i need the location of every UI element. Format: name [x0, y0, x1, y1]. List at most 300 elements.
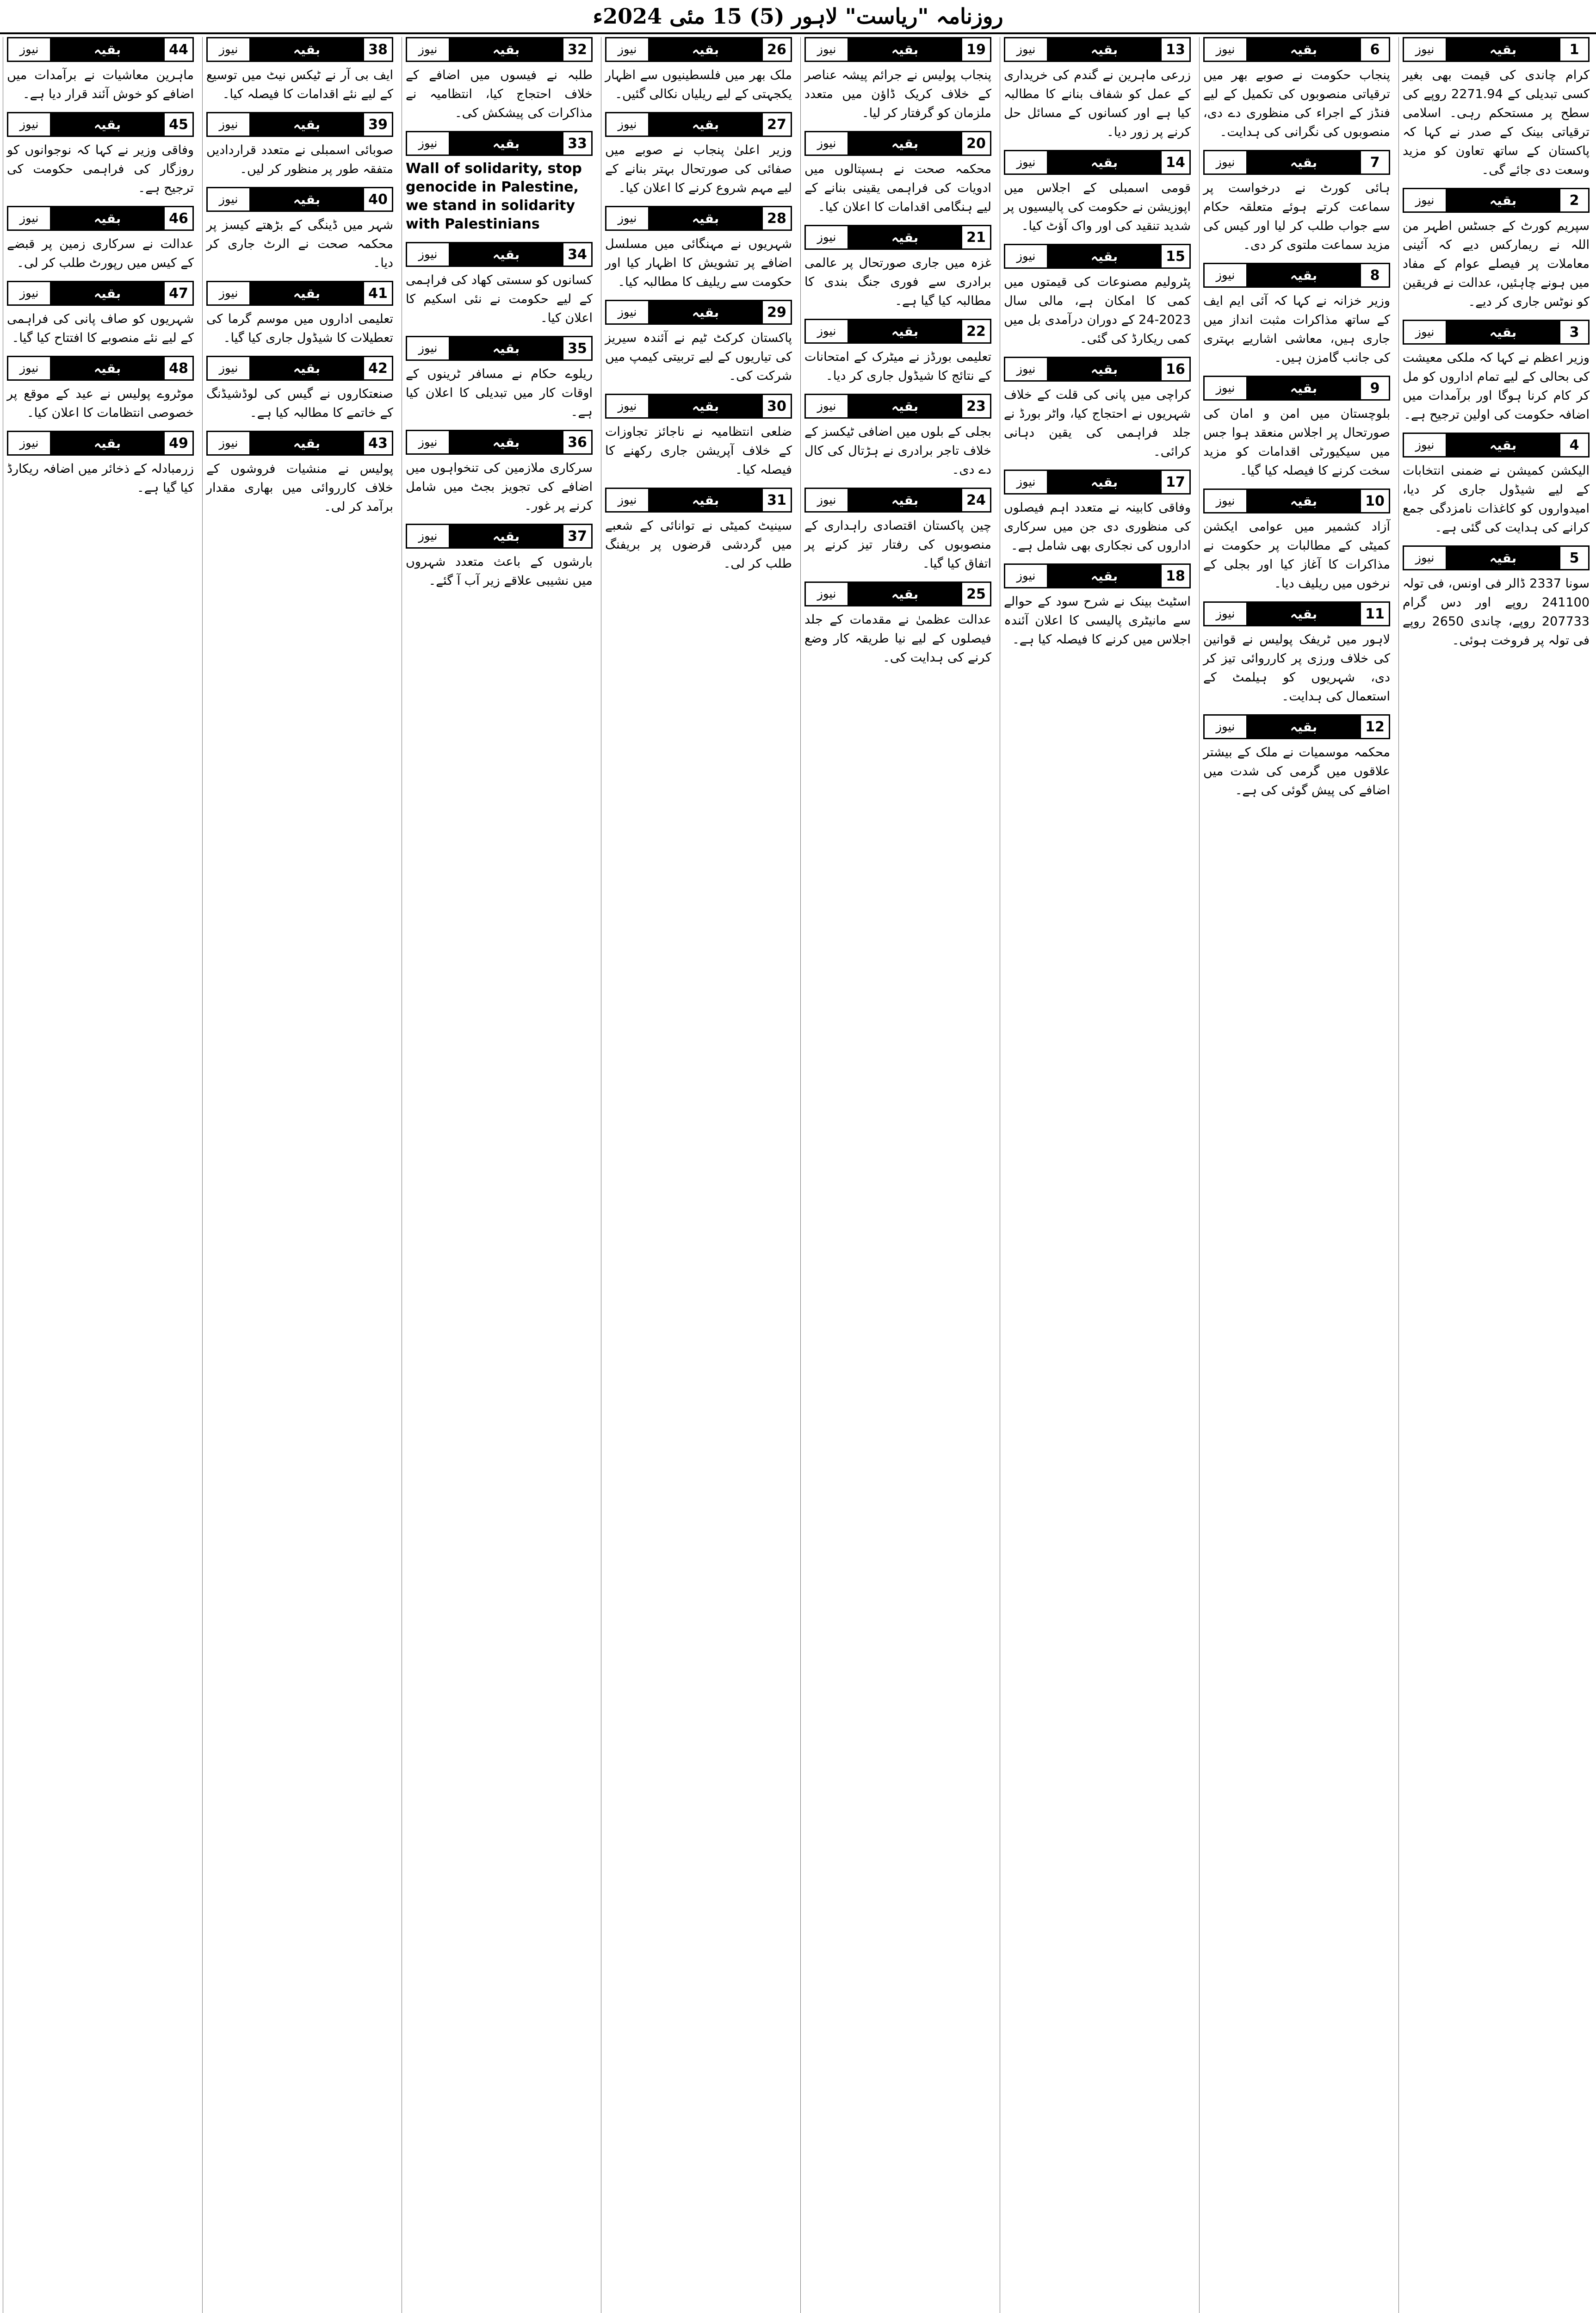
item-text: وزیر اعلیٰ پنجاب نے صوبے میں صفائی کی صورتحال بہتر بنانے کے لیے مہم شروع کرنے کا اعلان کیا۔: [605, 143, 792, 195]
item-number: 6: [1360, 38, 1389, 61]
item-tag: نیوز: [606, 38, 650, 61]
item-label: بقیہ: [1048, 245, 1160, 267]
item-tag: نیوز: [1404, 321, 1447, 343]
item-header: [1004, 244, 1191, 269]
item-label: بقیہ: [51, 282, 163, 304]
item-header: [804, 37, 991, 62]
item-text: کسانوں کو سستی کھاد کی فراہمی کے لیے حکومت نے نئی اسکیم کا اعلان کیا۔: [406, 273, 593, 325]
item-number: 48: [163, 357, 192, 379]
item-tag: نیوز: [8, 113, 51, 136]
item-tag: نیوز: [806, 583, 849, 605]
item-tag: نیوز: [407, 243, 450, 266]
item-tag: نیوز: [606, 301, 650, 323]
item-number: 3: [1559, 321, 1588, 343]
item-text: قومی اسمبلی کے اجلاس میں اپوزیشن نے حکومت کی پالیسیوں پر شدید تنقید کی اور واک آؤٹ کیا۔: [1004, 181, 1191, 233]
item-tag: نیوز: [1005, 358, 1048, 380]
item-tag: نیوز: [407, 38, 450, 61]
item-label: بقیہ: [650, 113, 761, 136]
item-header: [804, 488, 991, 513]
item-tag: نیوز: [1205, 38, 1248, 61]
item-tag: نیوز: [208, 282, 251, 304]
item-text: زرعی ماہرین نے گندم کی خریداری کے عمل کو شفاف بنانے کا مطالبہ کیا ہے اور کسانوں کے مسائل حل کرنے پر زور دیا۔: [1004, 68, 1191, 139]
item-number: 30: [761, 395, 791, 417]
item-text: کرام چاندی کی قیمت بھی بغیر کسی تبدیلی کے 2271.94 روپے کی سطح پر مستحکم رہی۔ اسلامی ترقیاتی بینک کے صدر نے کہا کہ پاکستان کے ساتھ تعاون کو مزید وسعت دی جائے گی۔: [1403, 68, 1590, 177]
item-header: [1004, 37, 1191, 62]
item-label: بقیہ: [650, 395, 761, 417]
item-header: [7, 431, 194, 456]
item-number: 26: [761, 38, 791, 61]
news-item: [804, 37, 991, 123]
item-label: بقیہ: [251, 357, 363, 379]
item-tag: نیوز: [1404, 38, 1447, 61]
news-item: [605, 300, 792, 385]
item-text: چین پاکستان اقتصادی راہداری کے منصوبوں کی رفتار تیز کرنے پر اتفاق کیا گیا۔: [804, 519, 991, 571]
item-header: [7, 112, 194, 137]
item-label: بقیہ: [251, 432, 363, 454]
item-number: 46: [163, 207, 192, 229]
item-number: 32: [562, 38, 591, 61]
item-tag: نیوز: [208, 38, 251, 61]
item-number: 15: [1160, 245, 1189, 267]
item-label: بقیہ: [1048, 358, 1160, 380]
item-tag: نیوز: [1404, 547, 1447, 569]
item-header: [1203, 37, 1390, 62]
item-label: بقیہ: [1447, 434, 1559, 456]
item-number: 7: [1360, 151, 1389, 173]
news-item: [206, 431, 393, 516]
item-tag: نیوز: [606, 207, 650, 229]
item-label: بقیہ: [251, 282, 363, 304]
item-label: بقیہ: [450, 38, 562, 61]
news-column: [1000, 37, 1194, 2313]
item-text: پٹرولیم مصنوعات کی قیمتوں میں کمی کا امکان ہے، مالی سال 2023-24 کے دوران درآمدی بل میں کمی ریکارڈ کی گئی۔: [1004, 275, 1191, 346]
item-label: بقیہ: [1248, 603, 1360, 625]
item-number: 1: [1559, 38, 1588, 61]
item-text: شہر میں ڈینگی کے بڑھتے کیسز پر محکمہ صحت نے الرٹ جاری کر دیا۔: [206, 218, 393, 270]
item-number: 49: [163, 432, 192, 454]
news-item: [605, 394, 792, 479]
item-number: 10: [1360, 490, 1389, 512]
item-header: [406, 37, 593, 62]
masthead-title: روزنامہ "ریاست" لاہور (5) 15 مئی 2024ء: [0, 0, 1596, 34]
news-item: [406, 336, 593, 421]
news-item: [206, 37, 393, 104]
item-number: 19: [961, 38, 990, 61]
item-tag: نیوز: [606, 395, 650, 417]
item-tag: نیوز: [1205, 377, 1248, 399]
item-label: بقیہ: [450, 132, 562, 155]
item-text: پنجاب پولیس نے جرائم پیشہ عناصر کے خلاف کریک ڈاؤن میں متعدد ملزمان کو گرفتار کر لیا۔: [804, 68, 991, 120]
item-text: عدالت عظمیٰ نے مقدمات کے جلد فیصلوں کے لیے نیا طریقہ کار وضع کرنے کی ہدایت کی۔: [804, 612, 991, 665]
news-item: [1004, 470, 1191, 555]
item-tag: نیوز: [8, 282, 51, 304]
item-text: ایف بی آر نے ٹیکس نیٹ میں توسیع کے لیے نئے اقدامات کا فیصلہ کیا۔: [206, 68, 393, 101]
news-item: [1203, 263, 1390, 367]
news-item: [1203, 376, 1390, 480]
item-text: محکمہ صحت نے ہسپتالوں میں ادویات کی فراہمی یقینی بنانے کے لیے ہنگامی اقدامات کا اعلان کیا۔: [804, 162, 991, 214]
item-label: بقیہ: [51, 432, 163, 454]
item-header: [1403, 320, 1590, 345]
news-item: [1004, 150, 1191, 235]
item-tag: نیوز: [606, 489, 650, 511]
item-header: [7, 356, 194, 381]
item-header: [1203, 263, 1390, 288]
item-label: بقیہ: [849, 489, 961, 511]
item-tag: نیوز: [1005, 565, 1048, 587]
item-number: 13: [1160, 38, 1189, 61]
item-number: 11: [1360, 603, 1389, 625]
item-number: 17: [1160, 471, 1189, 493]
item-label: بقیہ: [1248, 490, 1360, 512]
item-header: [206, 37, 393, 62]
item-label: بقیہ: [1048, 565, 1160, 587]
news-item: [7, 281, 194, 347]
news-item: [605, 488, 792, 573]
item-header: [804, 394, 991, 419]
item-number: 2: [1559, 189, 1588, 211]
item-text: بلوچستان میں امن و امان کی صورتحال پر اجلاس منعقد ہوا جس میں سیکیورٹی اقدامات کو مزید سخت کرنے کا فیصلہ کیا گیا۔: [1203, 407, 1390, 478]
item-tag: نیوز: [8, 432, 51, 454]
item-number: 29: [761, 301, 791, 323]
item-text: ہائی کورٹ نے درخواست پر سماعت کرتے ہوئے متعلقہ حکام سے جواب طلب کر لیا اور کیس کی مزید سماعت ملتوی کر دی۔: [1203, 181, 1390, 252]
item-header: [1004, 563, 1191, 588]
item-text: پولیس نے منشیات فروشوں کے خلاف کارروائی میں بھاری مقدار برآمد کر لی۔: [206, 462, 393, 514]
item-label: بقیہ: [1248, 38, 1360, 61]
news-column: [1398, 37, 1593, 2313]
item-header: [406, 430, 593, 455]
item-header: [605, 394, 792, 419]
item-header: [406, 524, 593, 549]
item-label: بقیہ: [1048, 471, 1160, 493]
item-label: بقیہ: [650, 489, 761, 511]
news-item: [406, 430, 593, 515]
news-item: [406, 242, 593, 328]
item-text: بجلی کے بلوں میں اضافی ٹیکسز کے خلاف تاجر برادری نے ہڑتال کی کال دے دی۔: [804, 425, 991, 477]
news-item: [804, 131, 991, 216]
item-number: 45: [163, 113, 192, 136]
item-tag: نیوز: [1404, 434, 1447, 456]
news-column: [601, 37, 796, 2313]
news-item: [406, 37, 593, 123]
item-tag: نیوز: [806, 38, 849, 61]
item-header: [406, 336, 593, 361]
item-label: بقیہ: [849, 583, 961, 605]
item-label: بقیہ: [650, 207, 761, 229]
item-header: [605, 206, 792, 231]
item-tag: نیوز: [208, 432, 251, 454]
news-item: [7, 356, 194, 422]
item-label: بقیہ: [1447, 189, 1559, 211]
item-tag: نیوز: [606, 113, 650, 136]
item-tag: نیوز: [1205, 716, 1248, 738]
item-text: عدالت نے سرکاری زمین پر قبضے کے کیس میں رپورٹ طلب کر لی۔: [7, 237, 194, 270]
item-label: بقیہ: [1248, 377, 1360, 399]
item-number: 36: [562, 431, 591, 453]
item-label: بقیہ: [849, 320, 961, 342]
item-label: بقیہ: [849, 226, 961, 248]
item-text: صوبائی اسمبلی نے متعدد قراردادیں متفقہ طور پر منظور کر لیں۔: [206, 143, 393, 176]
item-tag: نیوز: [806, 395, 849, 417]
item-text: سونا 2337 ڈالر فی اونس، فی تولہ 241100 روپے اور دس گرام 207733 روپے، چاندی 2650 روپے فی تولہ پر فروخت ہوئی۔: [1403, 576, 1590, 648]
item-label: بقیہ: [251, 113, 363, 136]
item-header: [1203, 714, 1390, 739]
item-text: ملک بھر میں فلسطینیوں سے اظہار یکجہتی کے لیے ریلیاں نکالی گئیں۔: [605, 68, 792, 101]
item-label: بقیہ: [251, 188, 363, 210]
item-header: [1403, 545, 1590, 570]
news-column: [202, 37, 397, 2313]
item-label: بقیہ: [1048, 151, 1160, 173]
item-number: 31: [761, 489, 791, 511]
item-number: 38: [363, 38, 392, 61]
item-number: 18: [1160, 565, 1189, 587]
item-text: تعلیمی بورڈز نے میٹرک کے امتحانات کے نتائج کا شیڈول جاری کر دیا۔: [804, 350, 991, 383]
item-number: 40: [363, 188, 392, 210]
item-header: [605, 37, 792, 62]
item-header: [7, 37, 194, 62]
item-text: Wall of solidarity, stop genocide in Palestine, we stand in solidarity with Palestinians: [406, 161, 582, 232]
item-tag: نیوز: [806, 226, 849, 248]
item-header: [605, 488, 792, 513]
item-tag: نیوز: [1205, 603, 1248, 625]
news-item: [1403, 433, 1590, 537]
item-label: بقیہ: [51, 357, 163, 379]
item-number: 8: [1360, 264, 1389, 286]
item-label: بقیہ: [1447, 38, 1559, 61]
item-text: لاہور میں ٹریفک پولیس نے قوانین کی خلاف ورزی پر کارروائی تیز کر دی، شہریوں کو ہیلمٹ کے استعمال کی ہدایت۔: [1203, 632, 1390, 704]
item-number: 34: [562, 243, 591, 266]
news-item: [804, 488, 991, 573]
news-item: [605, 37, 792, 104]
item-number: 28: [761, 207, 791, 229]
item-number: 9: [1360, 377, 1389, 399]
item-text: شہریوں نے مہنگائی میں مسلسل اضافے پر تشویش کا اظہار کیا اور حکومت سے ریلیف کا مطالبہ کیا۔: [605, 237, 792, 289]
item-number: 41: [363, 282, 392, 304]
item-text: زرمبادلہ کے ذخائر میں اضافہ ریکارڈ کیا گیا ہے۔: [7, 462, 194, 495]
news-item: [1403, 545, 1590, 650]
item-text: تعلیمی اداروں میں موسم گرما کی تعطیلات کا شیڈول جاری کیا گیا۔: [206, 312, 393, 345]
item-label: بقیہ: [650, 301, 761, 323]
item-number: 14: [1160, 151, 1189, 173]
news-item: [7, 112, 194, 198]
item-label: بقیہ: [450, 243, 562, 266]
item-label: بقیہ: [1048, 38, 1160, 61]
item-number: 4: [1559, 434, 1588, 456]
item-header: [1403, 433, 1590, 458]
item-header: [406, 131, 593, 156]
item-text: موٹروے پولیس نے عید کے موقع پر خصوصی انتظامات کا اعلان کیا۔: [7, 387, 194, 420]
item-text: کراچی میں پانی کی قلت کے خلاف شہریوں نے احتجاج کیا، واٹر بورڈ نے جلد فراہمی کی یقین دہانی کرائی۔: [1004, 388, 1191, 459]
item-text: محکمہ موسمیات نے ملک کے بیشتر علاقوں میں گرمی کی شدت میں اضافے کی پیش گوئی کی ہے۔: [1203, 745, 1390, 798]
item-header: [605, 112, 792, 137]
item-number: 42: [363, 357, 392, 379]
item-text: ضلعی انتظامیہ نے ناجائز تجاوزات کے خلاف آپریشن جاری رکھنے کا فیصلہ کیا۔: [605, 425, 792, 477]
news-item: [804, 225, 991, 310]
news-item: [1403, 188, 1590, 311]
news-item: [804, 394, 991, 479]
item-number: 23: [961, 395, 990, 417]
news-item: [1203, 37, 1390, 142]
item-header: [7, 281, 194, 306]
item-text: سپریم کورٹ کے جسٹس اطہر من اللہ نے ریمارکس دیے کہ آئینی معاملات پر فیصلے عوام کے مفاد میں ہونے چاہئیں، عدالت نے فریقین کو نوٹس جاری کر دیے۔: [1403, 219, 1590, 309]
item-text: الیکشن کمیشن نے ضمنی انتخابات کے لیے شیڈول جاری کر دیا، امیدواروں کو کاغذات نامزدگی جمع کرانے کی ہدایت کی گئی ہے۔: [1403, 464, 1590, 535]
news-item: [1203, 489, 1390, 593]
item-tag: نیوز: [1005, 38, 1048, 61]
item-text: اسٹیٹ بینک نے شرح سود کے حوالے سے مانیٹری پالیسی کا اعلان آئندہ اجلاس میں کرنے کا فیصلہ کیا ہے۔: [1004, 594, 1191, 647]
item-label: بقیہ: [849, 38, 961, 61]
item-label: بقیہ: [1248, 264, 1360, 286]
item-tag: نیوز: [1005, 471, 1048, 493]
news-item: [1004, 357, 1191, 461]
item-number: 35: [562, 337, 591, 359]
news-item: [1203, 601, 1390, 706]
news-item: [7, 431, 194, 497]
item-text: ریلوے حکام نے مسافر ٹرینوں کے اوقات کار میں تبدیلی کا اعلان کیا ہے۔: [406, 367, 593, 419]
item-text: سرکاری ملازمین کی تنخواہوں میں اضافے کی تجویز بجٹ میں شامل کرنے پر غور۔: [406, 461, 593, 513]
item-text: پاکستان کرکٹ ٹیم نے آئندہ سیریز کی تیاریوں کے لیے تربیتی کیمپ میں شرکت کی۔: [605, 331, 792, 383]
news-item: [804, 581, 991, 667]
news-item: [7, 206, 194, 272]
item-text: شہریوں کو صاف پانی کی فراہمی کے لیے نئے منصوبے کا افتتاح کیا گیا۔: [7, 312, 194, 345]
item-number: 12: [1360, 716, 1389, 738]
news-item: [1004, 563, 1191, 649]
item-label: بقیہ: [849, 132, 961, 155]
item-label: بقیہ: [1447, 321, 1559, 343]
item-header: [206, 356, 393, 381]
item-number: 44: [163, 38, 192, 61]
item-header: [206, 281, 393, 306]
item-number: 37: [562, 525, 591, 547]
item-tag: نیوز: [1005, 151, 1048, 173]
news-item: [406, 524, 593, 590]
news-item: [206, 112, 393, 179]
news-item: [206, 281, 393, 347]
item-header: [1203, 601, 1390, 626]
item-tag: نیوز: [8, 207, 51, 229]
item-number: 43: [363, 432, 392, 454]
item-header: [804, 225, 991, 250]
item-tag: نیوز: [806, 489, 849, 511]
item-text: وفاقی وزیر نے کہا کہ نوجوانوں کو روزگار کی فراہمی حکومت کی ترجیح ہے۔: [7, 143, 194, 195]
item-header: [406, 242, 593, 267]
item-label: بقیہ: [450, 337, 562, 359]
item-header: [1203, 489, 1390, 513]
item-text: وفاقی کابینہ نے متعدد اہم فیصلوں کی منظوری دی جن میں سرکاری اداروں کی نجکاری بھی شامل ہے۔: [1004, 501, 1191, 553]
item-header: [1403, 37, 1590, 62]
news-item: [1004, 244, 1191, 348]
item-header: [804, 581, 991, 606]
item-label: بقیہ: [1248, 716, 1360, 738]
item-tag: نیوز: [208, 188, 251, 210]
item-label: بقیہ: [1447, 547, 1559, 569]
item-tag: نیوز: [1205, 264, 1248, 286]
item-text: طلبہ نے فیسوں میں اضافے کے خلاف احتجاج کیا، انتظامیہ نے مذاکرات کی پیشکش کی۔: [406, 68, 593, 120]
item-text: غزہ میں جاری صورتحال پر عالمی برادری سے فوری جنگ بندی کا مطالبہ کیا گیا ہے۔: [804, 256, 991, 308]
item-number: 47: [163, 282, 192, 304]
item-number: 27: [761, 113, 791, 136]
item-label: بقیہ: [51, 38, 163, 61]
news-item: [1403, 320, 1590, 424]
item-text: پنجاب حکومت نے صوبے بھر میں ترقیاتی منصوبوں کی تکمیل کے لیے فنڈز کے اجراء کی منظوری دے دی، منصوبوں کی نگرانی کی ہدایت۔: [1203, 68, 1390, 139]
columns-container: [3, 37, 1593, 2313]
item-tag: نیوز: [806, 320, 849, 342]
item-tag: نیوز: [8, 357, 51, 379]
item-label: بقیہ: [450, 525, 562, 547]
item-number: 24: [961, 489, 990, 511]
item-label: بقیہ: [650, 38, 761, 61]
news-item: [7, 37, 194, 104]
item-header: [605, 300, 792, 325]
item-text: سینیٹ کمیٹی نے توانائی کے شعبے میں گردشی قرضوں پر بریفنگ طلب کر لی۔: [605, 519, 792, 571]
item-number: 33: [562, 132, 591, 155]
news-column: [402, 37, 596, 2313]
item-number: 25: [961, 583, 990, 605]
item-header: [804, 319, 991, 344]
item-header: [1004, 470, 1191, 495]
item-header: [7, 206, 194, 231]
item-tag: نیوز: [208, 357, 251, 379]
item-header: [206, 112, 393, 137]
item-tag: نیوز: [1404, 189, 1447, 211]
item-label: بقیہ: [450, 431, 562, 453]
item-number: 5: [1559, 547, 1588, 569]
item-label: بقیہ: [849, 395, 961, 417]
news-item: [605, 206, 792, 291]
item-text: ماہرین معاشیات نے برآمدات میں اضافے کو خوش آئند قرار دیا ہے۔: [7, 68, 194, 101]
item-header: [1004, 150, 1191, 175]
item-tag: نیوز: [407, 525, 450, 547]
item-text: آزاد کشمیر میں عوامی ایکشن کمیٹی کے مطالبات پر حکومت نے مذاکرات کا آغاز کیا اور بجلی کے نرخوں میں ریلیف دیا۔: [1203, 519, 1390, 591]
item-header: [804, 131, 991, 156]
news-item: [206, 356, 393, 422]
item-tag: نیوز: [407, 431, 450, 453]
news-column: [1199, 37, 1394, 2313]
item-header: [1203, 376, 1390, 401]
item-text: وزیر خزانہ نے کہا کہ آئی ایم ایف کے ساتھ مذاکرات مثبت انداز میں جاری ہیں، معاشی اشاریے بہتری کی جانب گامزن ہیں۔: [1203, 294, 1390, 365]
item-tag: نیوز: [208, 113, 251, 136]
item-tag: نیوز: [407, 132, 450, 155]
item-tag: نیوز: [1205, 490, 1248, 512]
news-item: [406, 131, 593, 234]
news-item: [1403, 37, 1590, 179]
item-header: [206, 431, 393, 456]
item-header: [206, 187, 393, 212]
item-number: 16: [1160, 358, 1189, 380]
item-tag: نیوز: [407, 337, 450, 359]
item-label: بقیہ: [51, 113, 163, 136]
news-column: [3, 37, 198, 2313]
item-number: 39: [363, 113, 392, 136]
item-text: صنعتکاروں نے گیس کی لوڈشیڈنگ کے خاتمے کا مطالبہ کیا ہے۔: [206, 387, 393, 420]
item-header: [1403, 188, 1590, 213]
item-text: بارشوں کے باعث متعدد شہروں میں نشیبی علاقے زیر آب آ گئے۔: [406, 555, 593, 588]
item-header: [1004, 357, 1191, 382]
item-text: وزیر اعظم نے کہا کہ ملکی معیشت کی بحالی کے لیے تمام اداروں کو مل کر کام کرنا ہوگا اور برآمدات میں اضافہ حکومت کی اولین ترجیح ہے۔: [1403, 351, 1590, 422]
item-number: 22: [961, 320, 990, 342]
item-header: [1203, 150, 1390, 175]
item-label: بقیہ: [1248, 151, 1360, 173]
news-item: [605, 112, 792, 198]
item-tag: نیوز: [1205, 151, 1248, 173]
item-tag: نیوز: [1005, 245, 1048, 267]
news-item: [1004, 37, 1191, 142]
item-label: بقیہ: [251, 38, 363, 61]
item-tag: نیوز: [806, 132, 849, 155]
news-item: [1203, 714, 1390, 800]
news-item: [206, 187, 393, 272]
item-number: 21: [961, 226, 990, 248]
item-tag: نیوز: [8, 38, 51, 61]
item-number: 20: [961, 132, 990, 155]
